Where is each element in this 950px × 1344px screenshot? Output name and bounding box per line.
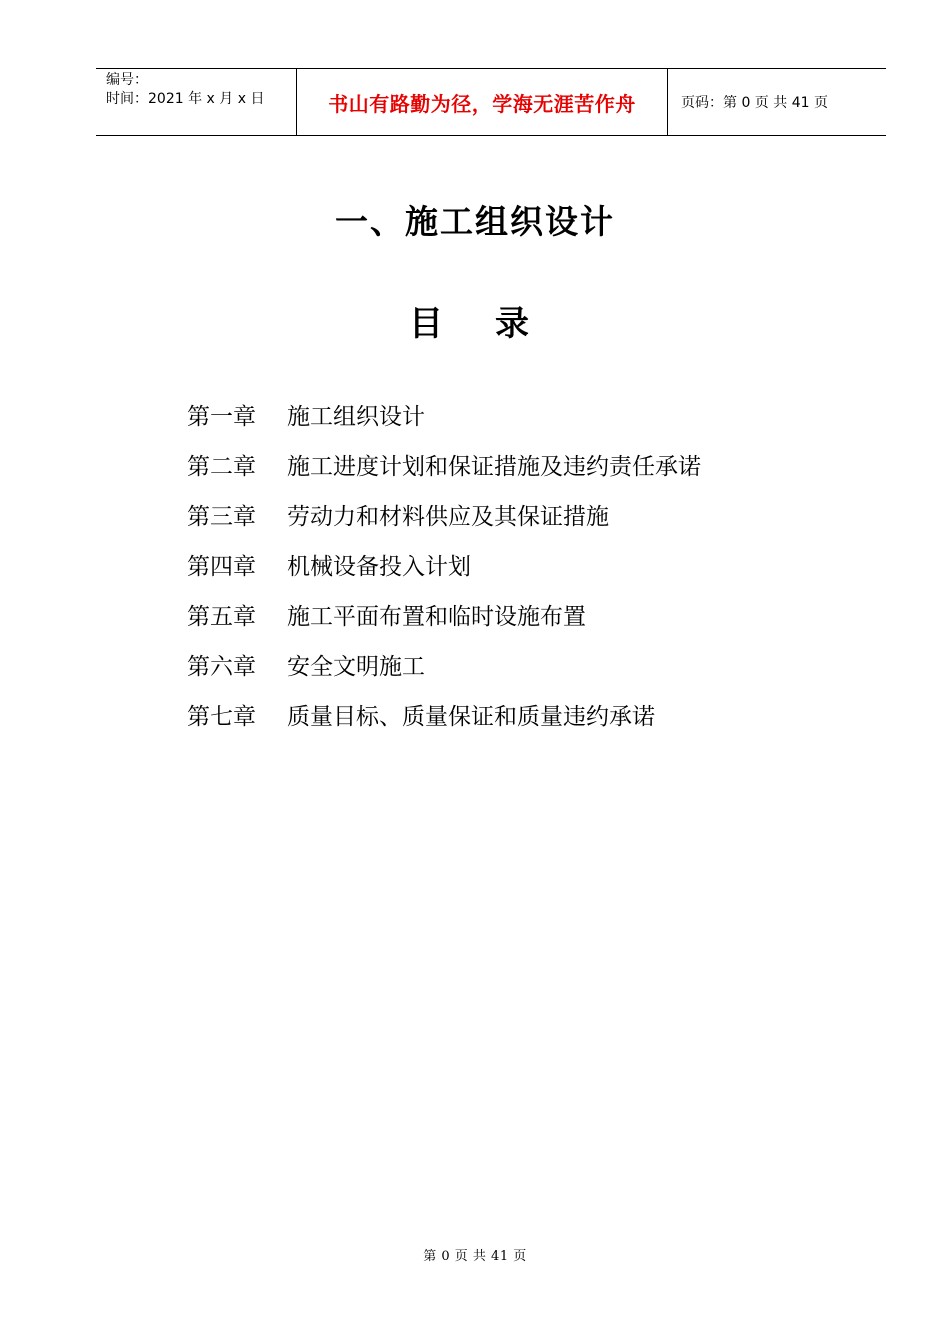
toc-item: [187, 448, 701, 498]
toc-chapter-name: 施工组织设计: [287, 404, 425, 430]
toc-item: [187, 548, 701, 598]
page-footer: 第 0 页 共 41 页: [423, 1249, 527, 1264]
toc-chapter-name: 质量目标、质量保证和质量违约承诺: [287, 704, 655, 730]
toc-chapter-name: 安全文明施工: [287, 654, 425, 680]
table-of-contents: [187, 398, 701, 748]
serial-label: 编号：: [106, 72, 148, 88]
toc-chapter-name: 施工进度计划和保证措施及违约责任承诺: [287, 454, 701, 480]
header-meta: [96, 69, 297, 135]
toc-item: [187, 698, 701, 748]
date-line: 时间：2021 年 x 月 x 日: [106, 91, 265, 107]
toc-chapter-number: 第三章: [187, 504, 256, 530]
toc-title: 目录: [409, 304, 581, 344]
toc-chapter-name: 机械设备投入计划: [287, 554, 471, 580]
toc-item: [187, 648, 701, 698]
toc-chapter-number: 第一章: [187, 404, 256, 430]
toc-chapter-number: 第七章: [187, 704, 256, 730]
toc-chapter-number: 第六章: [187, 654, 256, 680]
toc-item: [187, 498, 701, 548]
toc-chapter-number: 第四章: [187, 554, 256, 580]
header-page-info: 页码：第 0 页 共 41 页: [681, 95, 828, 111]
header-motto: 书山有路勤为径，学海无涯苦作舟: [297, 69, 668, 135]
page-header: [96, 68, 886, 136]
toc-chapter-number: 第五章: [187, 604, 256, 630]
toc-item: [187, 398, 701, 448]
toc-chapter-number: 第二章: [187, 454, 256, 480]
toc-item: [187, 598, 701, 648]
toc-chapter-name: 劳动力和材料供应及其保证措施: [287, 504, 609, 530]
document-title: 一、施工组织设计: [335, 202, 615, 241]
toc-chapter-name: 施工平面布置和临时设施布置: [287, 604, 586, 630]
